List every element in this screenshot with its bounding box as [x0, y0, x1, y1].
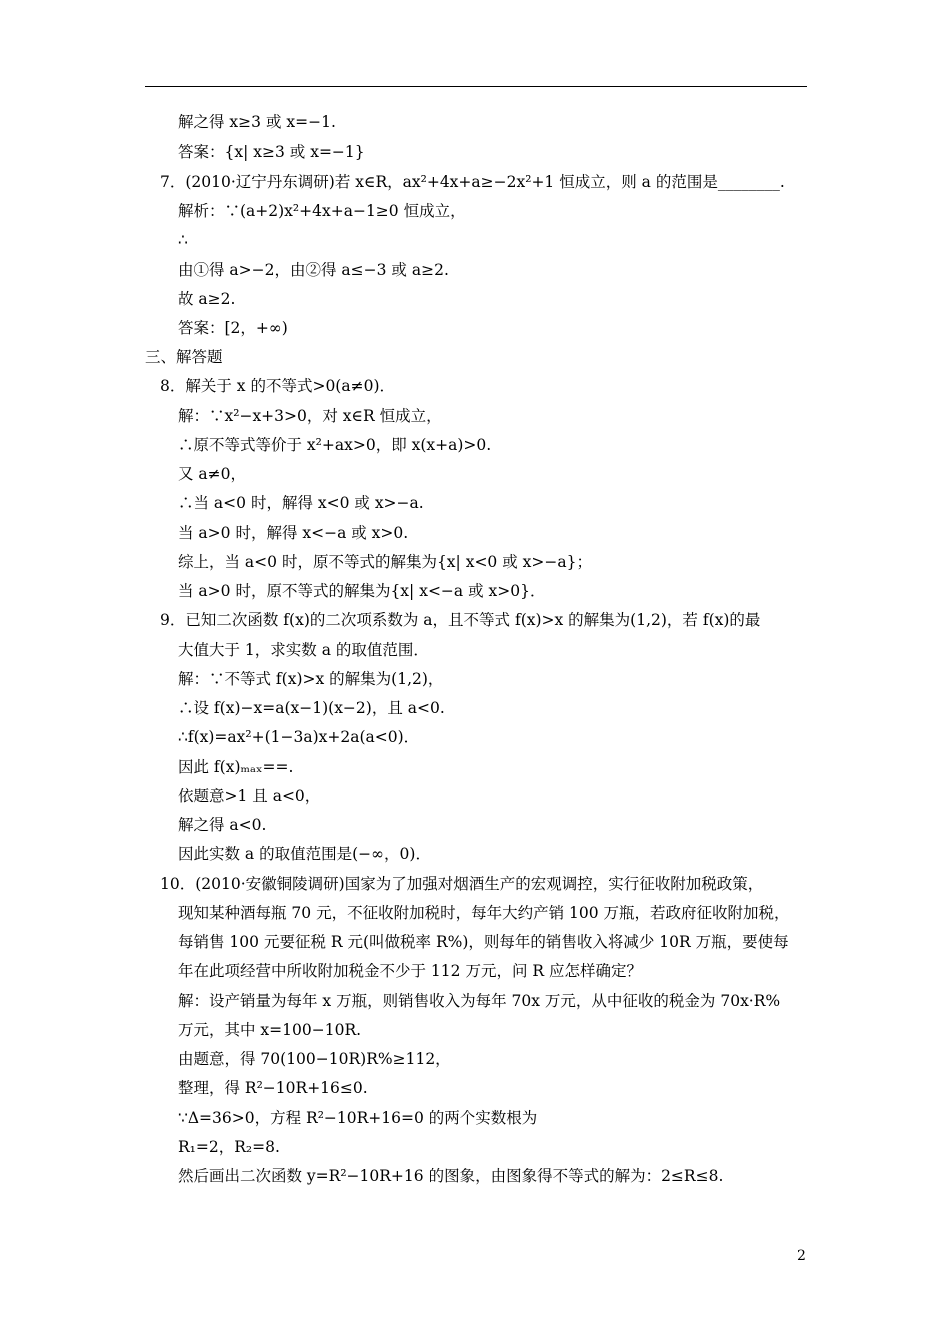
- text-line: 然后画出二次函数 y=R²−10R+16 的图象，由图象得不等式的解为：2≤R≤8.: [178, 1167, 724, 1185]
- text-line: 每销售 100 元要征税 R 元(叫做税率 R%)，则每年的销售收入将减少 10R 万瓶，要使每: [178, 933, 789, 951]
- text-line: 万元，其中 x=100−10R.: [178, 1021, 362, 1039]
- text-line: 由题意，得 70(100−10R)R%≥112，: [178, 1050, 451, 1068]
- text-line: 解之得 a<0.: [178, 816, 267, 834]
- text-line: 10．(2010·安徽铜陵调研)国家为了加强对烟酒生产的宏观调控，实行征收附加税政策，: [160, 875, 764, 893]
- text-line: ∴原不等式等价于 x²+ax>0，即 x(x+a)>0.: [178, 436, 492, 454]
- text-line: 大值大于 1，求实数 a 的取值范围．: [178, 641, 429, 659]
- text-line: ∵Δ=36>0，方程 R²−10R+16=0 的两个实数根为: [178, 1109, 538, 1127]
- text-line: 解：设产销量为每年 x 万瓶，则销售收入为每年 70x 万元，从中征收的税金为 70x·R%: [178, 992, 781, 1010]
- text-line: 当 a>0 时，解得 x<−a 或 x>0.: [178, 524, 409, 542]
- text-line: 当 a>0 时，原不等式的解集为{x| x<−a 或 x>0}．: [178, 582, 546, 600]
- text-line: 9．已知二次函数 f(x)的二次项系数为 a，且不等式 f(x)>x 的解集为(1,2)，若 f(x)的最: [160, 611, 761, 629]
- text-line: 因此实数 a 的取值范围是(−∞，0)．: [178, 845, 431, 863]
- text-line: 答案：{x| x≥3 或 x=−1}: [178, 143, 365, 161]
- text-line: ∴当 a<0 时，解得 x<0 或 x>−a.: [178, 494, 424, 512]
- text-line: 答案：[2，+∞): [178, 319, 288, 337]
- text-line: ∴: [178, 231, 188, 249]
- text-line: 三、解答题: [145, 348, 223, 366]
- text-line: 因此 f(x)ₘₐₓ==.: [178, 758, 294, 776]
- text-line: 综上，当 a<0 时，原不等式的解集为{x| x<0 或 x>−a}；: [178, 553, 592, 571]
- text-line: 7．(2010·辽宁丹东调研)若 x∈R，ax²+4x+a≥−2x²+1 恒成立，则 a 的范围是________.: [160, 173, 785, 191]
- text-line: 整理，得 R²−10R+16≤0.: [178, 1079, 368, 1097]
- text-line: R₁=2，R₂=8.: [178, 1138, 280, 1156]
- text-line: 解之得 x≥3 或 x=−1.: [178, 113, 336, 131]
- header-rule: [145, 86, 807, 87]
- text-line: 年在此项经营中所收附加税金不少于 112 万元，问 R 应怎样确定？: [178, 962, 642, 980]
- text-line: 由①得 a>−2，由②得 a≤−3 或 a≥2.: [178, 261, 449, 279]
- text-line: 故 a≥2.: [178, 290, 236, 308]
- text-line: 依题意>1 且 a<0，: [178, 787, 321, 805]
- text-line: 又 a≠0，: [178, 465, 247, 483]
- text-line: 解：∵不等式 f(x)>x 的解集为(1,2)，: [178, 670, 444, 688]
- text-line: 8．解关于 x 的不等式>0(a≠0)．: [160, 377, 395, 395]
- text-line: 现知某种酒每瓶 70 元，不征收附加税时，每年大约产销 100 万瓶，若政府征收附加税，: [178, 904, 790, 922]
- text-line: 解：∵x²−x+3>0，对 x∈R 恒成立，: [178, 407, 442, 425]
- page-number: 2: [797, 1248, 806, 1264]
- text-line: ∴设 f(x)−x=a(x−1)(x−2)，且 a<0.: [178, 699, 445, 717]
- text-line: 解析：∵(a+2)x²+4x+a−1≥0 恒成立，: [178, 202, 466, 220]
- text-line: ∴f(x)=ax²+(1−3a)x+2a(a<0)．: [178, 728, 420, 746]
